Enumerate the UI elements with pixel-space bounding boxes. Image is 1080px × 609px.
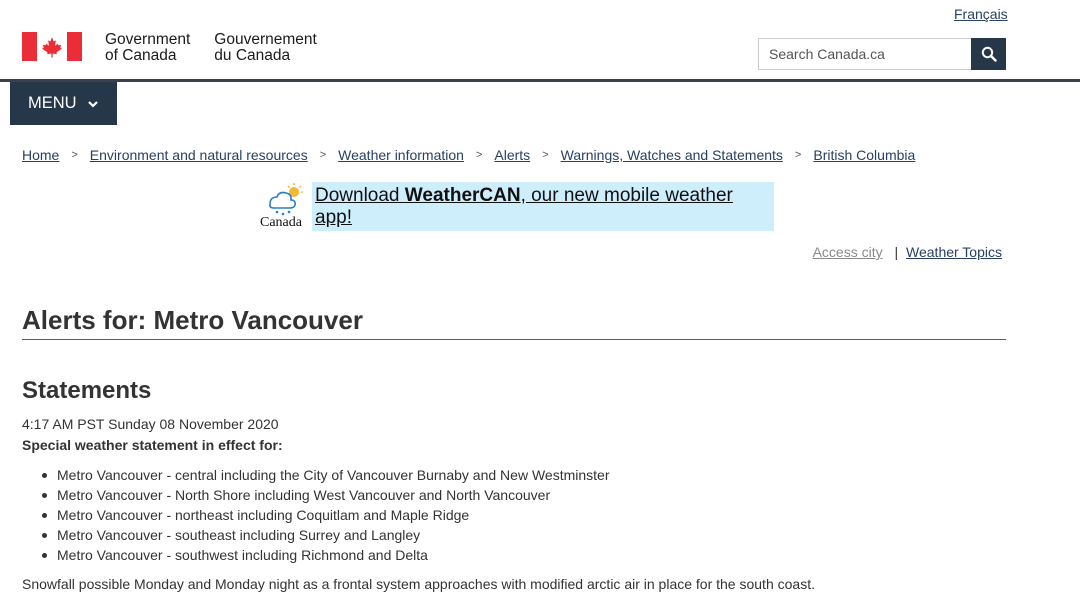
section-title: Statements	[22, 377, 152, 404]
link-separator: |	[894, 244, 899, 260]
breadcrumb-warnings[interactable]: Warnings, Watches and Statements	[560, 147, 783, 163]
breadcrumb-separator: >	[475, 149, 483, 161]
gov-name-french: Gouvernement du Canada	[214, 31, 317, 64]
list-item: Metro Vancouver - North Shore including West Vancouver and North Vancouver	[57, 487, 609, 507]
breadcrumb-home[interactable]: Home	[22, 147, 60, 163]
breadcrumb-separator: >	[542, 149, 549, 161]
breadcrumb-environment[interactable]: Environment and natural resources	[89, 147, 308, 163]
canada-flag-icon	[22, 32, 82, 61]
weathercan-download-link[interactable]: Download WeatherCAN, our new mobile weather app!	[312, 182, 774, 231]
breadcrumb	[22, 147, 915, 163]
search-icon	[981, 46, 997, 62]
list-item: Metro Vancouver - northeast including Coquitlam and Maple Ridge	[57, 507, 609, 527]
utility-links	[813, 244, 1002, 260]
page-title: Alerts for: Metro Vancouver	[22, 305, 363, 335]
breadcrumb-separator: >	[71, 149, 78, 161]
list-item: Metro Vancouver - southwest including Richmond and Delta	[57, 547, 609, 567]
affected-regions-list	[57, 467, 609, 567]
statement-intro: Special weather statement in effect for:	[22, 437, 283, 453]
language-toggle-link[interactable]: Français	[954, 6, 1008, 22]
site-search	[758, 38, 1006, 70]
statement-body: Snowfall possible Monday and Monday night as a frontal system approaches with modified arctic air in place for the south coast.	[22, 576, 815, 592]
search-input[interactable]	[758, 38, 971, 70]
breadcrumb-weather-information[interactable]: Weather information	[338, 147, 464, 163]
breadcrumb-separator: >	[794, 149, 802, 161]
weathercan-promo-banner[interactable]	[258, 182, 774, 232]
issued-timestamp: 4:17 AM PST Sunday 08 November 2020	[22, 416, 279, 432]
header-divider	[0, 79, 1080, 82]
weathercan-logo	[258, 182, 310, 232]
menu-label: MENU	[28, 94, 77, 112]
gov-name-english: Government of Canada	[105, 31, 191, 64]
breadcrumb-british-columbia[interactable]: British Columbia	[813, 147, 916, 163]
weather-cloud-sun-icon	[264, 182, 308, 218]
access-city-link[interactable]: Access city	[812, 244, 883, 260]
government-of-canada-logo[interactable]	[22, 32, 317, 64]
weathercan-logo-text: Canada	[260, 215, 302, 230]
title-underline	[22, 339, 1006, 340]
breadcrumb-separator: >	[319, 149, 327, 161]
breadcrumb-alerts[interactable]: Alerts	[494, 147, 531, 163]
weather-topics-link[interactable]: Weather Topics	[906, 244, 1002, 260]
list-item: Metro Vancouver - southeast including Surrey and Langley	[57, 527, 609, 547]
list-item: Metro Vancouver - central including the City of Vancouver Burnaby and New Westminster	[57, 467, 609, 487]
search-button[interactable]	[971, 38, 1006, 70]
chevron-down-icon	[87, 99, 99, 109]
menu-button[interactable]	[10, 82, 117, 125]
